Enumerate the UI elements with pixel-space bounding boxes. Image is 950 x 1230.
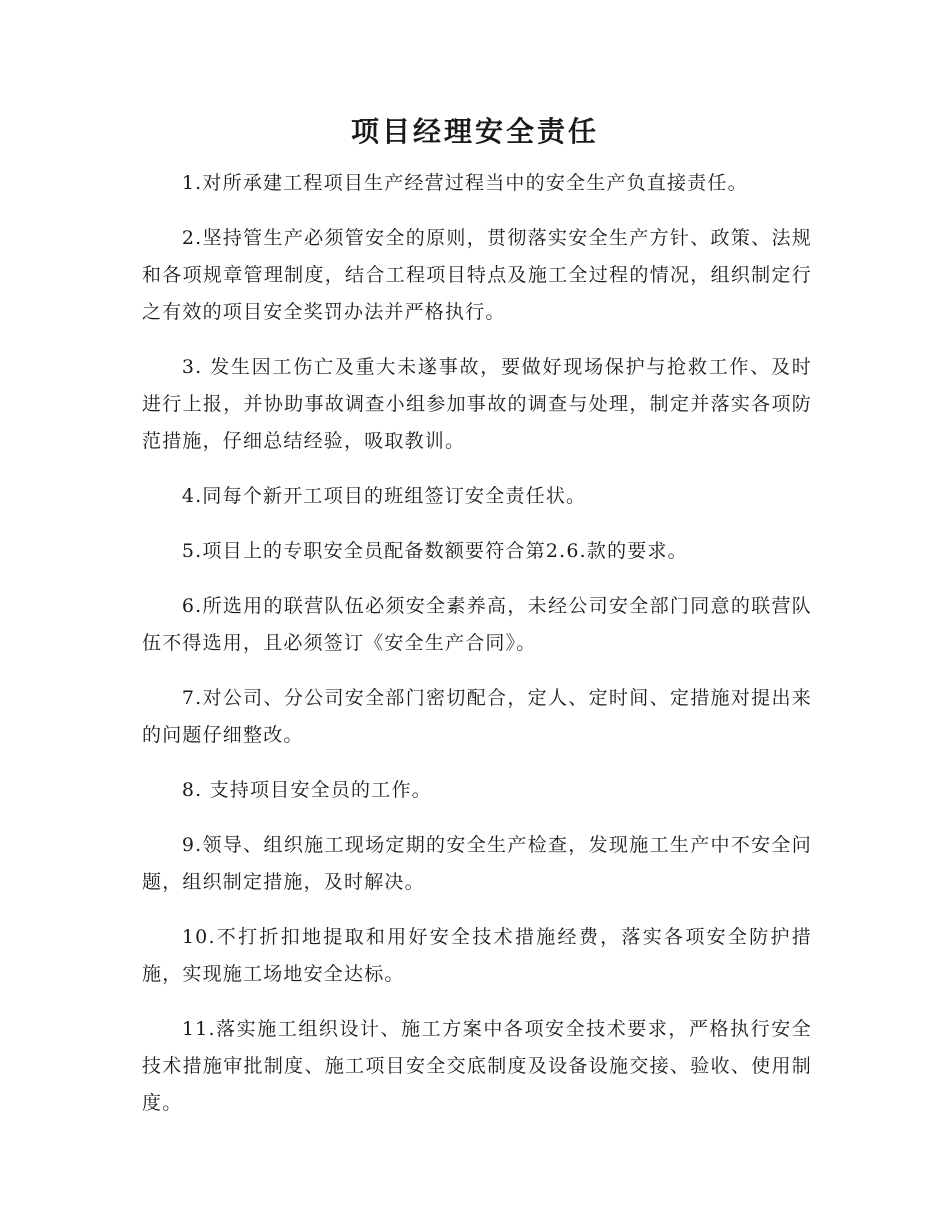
paragraph-2: 2.坚持管生产必须管安全的原则，贯彻落实安全生产方针、政策、法规和各项规章管理制度，结合工程项目特点及施工全过程的情况，组织制定行之有效的项目安全奖罚办法并严格执行。	[142, 227, 812, 323]
paragraph-8: 8. 支持项目安全员的工作。	[181, 779, 432, 801]
paragraph-7: 7.对公司、分公司安全部门密切配合，定人、定时间、定措施对提出来的问题仔细整改。	[142, 687, 812, 746]
document-title: 项目经理安全责任	[350, 115, 599, 148]
paragraph-1: 1.对所承建工程项目生产经营过程当中的安全生产负直接责任。	[181, 172, 748, 194]
paragraph-4: 4.同每个新开工项目的班组签订安全责任状。	[181, 485, 587, 507]
paragraph-9: 9.领导、组织施工现场定期的安全生产检查，发现施工生产中不安全问题，组织制定措施，及时解决。	[142, 834, 812, 893]
paragraph-5: 5.项目上的专职安全员配备数额要符合第2.6.款的要求。	[181, 540, 688, 562]
paragraph-11: 11.落实施工组织设计、施工方案中各项安全技术要求，严格执行安全技术措施审批制度、施工项目安全交底制度及设备设施交接、验收、使用制度。	[142, 1018, 812, 1114]
paragraph-10: 10.不打折扣地提取和用好安全技术措施经费，落实各项安全防护措施，实现施工场地安全达标。	[142, 926, 812, 985]
document-body	[142, 165, 812, 1140]
paragraph-6: 6.所选用的联营队伍必须安全素养高，未经公司安全部门同意的联营队伍不得选用，且必须签订《安全生产合同》。	[142, 595, 812, 654]
paragraph-3: 3. 发生因工伤亡及重大未遂事故，要做好现场保护与抢救工作、及时进行上报，并协助事故调查小组参加事故的调查与处理，制定并落实各项防范措施，仔细总结经验，吸取教训。	[142, 356, 812, 452]
